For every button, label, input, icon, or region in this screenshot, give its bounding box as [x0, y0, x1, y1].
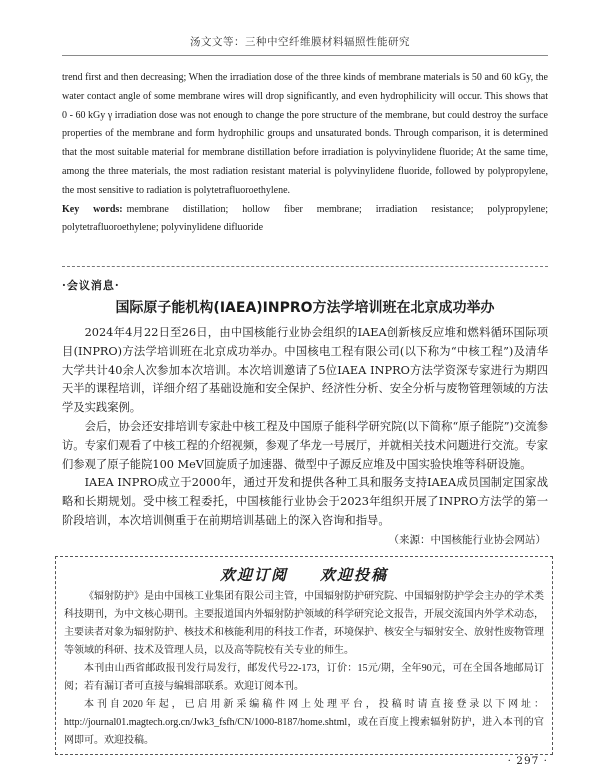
news-paragraph: IAEA INPRO成立于2000年，通过开发和提供各种工具和服务支持IAEA成员国制定国家战略和长期规划。受中核工程委托，中国核能行业协会于2023年组织开展了INPRO方法学的第一阶段培训，本次培训侧重于在前期培训基础上的深入咨询和指导。 [62, 476, 548, 527]
news-title: 国际原子能机构(IAEA)INPRO方法学培训班在北京成功举办 [115, 300, 495, 316]
running-header: 汤文文等：三种中空纤维膜材料辐照性能研究 [190, 36, 410, 48]
news-source: （来源：中国核能行业协会网站） [388, 533, 546, 546]
subscription-notice-box [55, 556, 553, 755]
news-paragraph: 会后，协会还安排培训专家赴中核工程及中国原子能科学研究院(以下简称“原子能院”)交流参访。专家们观看了中核工程的介绍视频，参观了华龙一号展厅，并就相关技术问题进行交流。专家们参观了原子能院100 MeV回旋质子加速器、微型中子源反应堆及中国实验快堆等科研设施。 [62, 419, 548, 471]
page-number: · 297 · [507, 755, 548, 767]
notice-title [64, 562, 544, 588]
keywords-text: membrane distillation; hollow fiber membrane; irradiation resistance; polypropylene; polytetrafluoroethylene; polyvinylidene difluoride [62, 203, 548, 234]
abstract-text: trend first and then decreasing; When the irradiation dose of the three kinds of membrane materials is 50 and 60 kGy, the water contact angle of some membrane wires will drop significantly, and even hydrophilicity will occur. This shows that 0 - 60 kGy γ irradiation dose was not enough to change the pore structure of the membrane, but could destroy the surface properties of the membrane and form hydrophilic groups and unsaturated bonds. Through comparison, it is determined that the most suitable material for membrane distillation before irradiation is polyvinylidene fluoride; At the same time, among the three materials, the most radiation resistant material is polyvinylidene fluoride, followed by polypropylene, the most sensitive to radiation is polytetrafluoroethylene. [62, 72, 548, 196]
section-label: ·会议消息· [62, 279, 120, 292]
notice-paragraph: 本刊由山西省邮政报刊发行局发行，邮发代号22-173，订价：15元/期，全年90元，可在全国各地邮局订阅；若有漏订者可直接与编辑部联系。欢迎订阅本刊。 [64, 663, 544, 692]
news-body [62, 324, 548, 548]
notice-paragraph: 《辐射防护》是由中国核工业集团有限公司主管，中国辐射防护研究院、中国辐射防护学会主办的学术类科技期刊，为中文核心期刊。主要报道国内外辐射防护领域的科学研究论文报告，开展交流国内外学术动态，主要读者对象为辐射防护、核技术和核能利用的科技工作者，环境保护、核安全与辐射安全、放射性废物管理等领域的科研、技术及管理人员，以及高等院校有关专业的师生。 [64, 591, 544, 656]
notice-title-submit: 欢迎投稿 [320, 566, 389, 584]
keywords-line [62, 201, 548, 239]
english-abstract [62, 69, 548, 238]
notice-paragraph: 本刊自2020年起，已启用新采编稿件网上处理平台，投稿时请直接登录以下网址：http://journal01.magtech.org.cn/Jwk3_fsfh/CN/1000-8187/home.shtml，或在百度上搜索辐射防护，进入本刊的官网即可。欢迎投稿。 [64, 699, 544, 746]
keywords-label: Key words: [62, 203, 123, 215]
news-paragraph: 2024年4月22日至26日，由中国核能行业协会组织的IAEA创新核反应堆和燃料循环国际项目(INPRO)方法学培训班在北京成功举办。中国核电工程有限公司(以下称为“中核工程”)及清华大学共计40余人次参加本次培训。本次培训邀请了5位IAEA INPRO方法学资深专家进行为期四天半的课程培训，详细介绍了基础设施和安全保护、经济性分析、安全分析与废物管理领域的方法学及实践案例。 [62, 326, 548, 415]
notice-title-subscribe: 欢迎订阅 [219, 566, 288, 584]
section-divider [62, 266, 548, 267]
header-rule [62, 55, 548, 56]
